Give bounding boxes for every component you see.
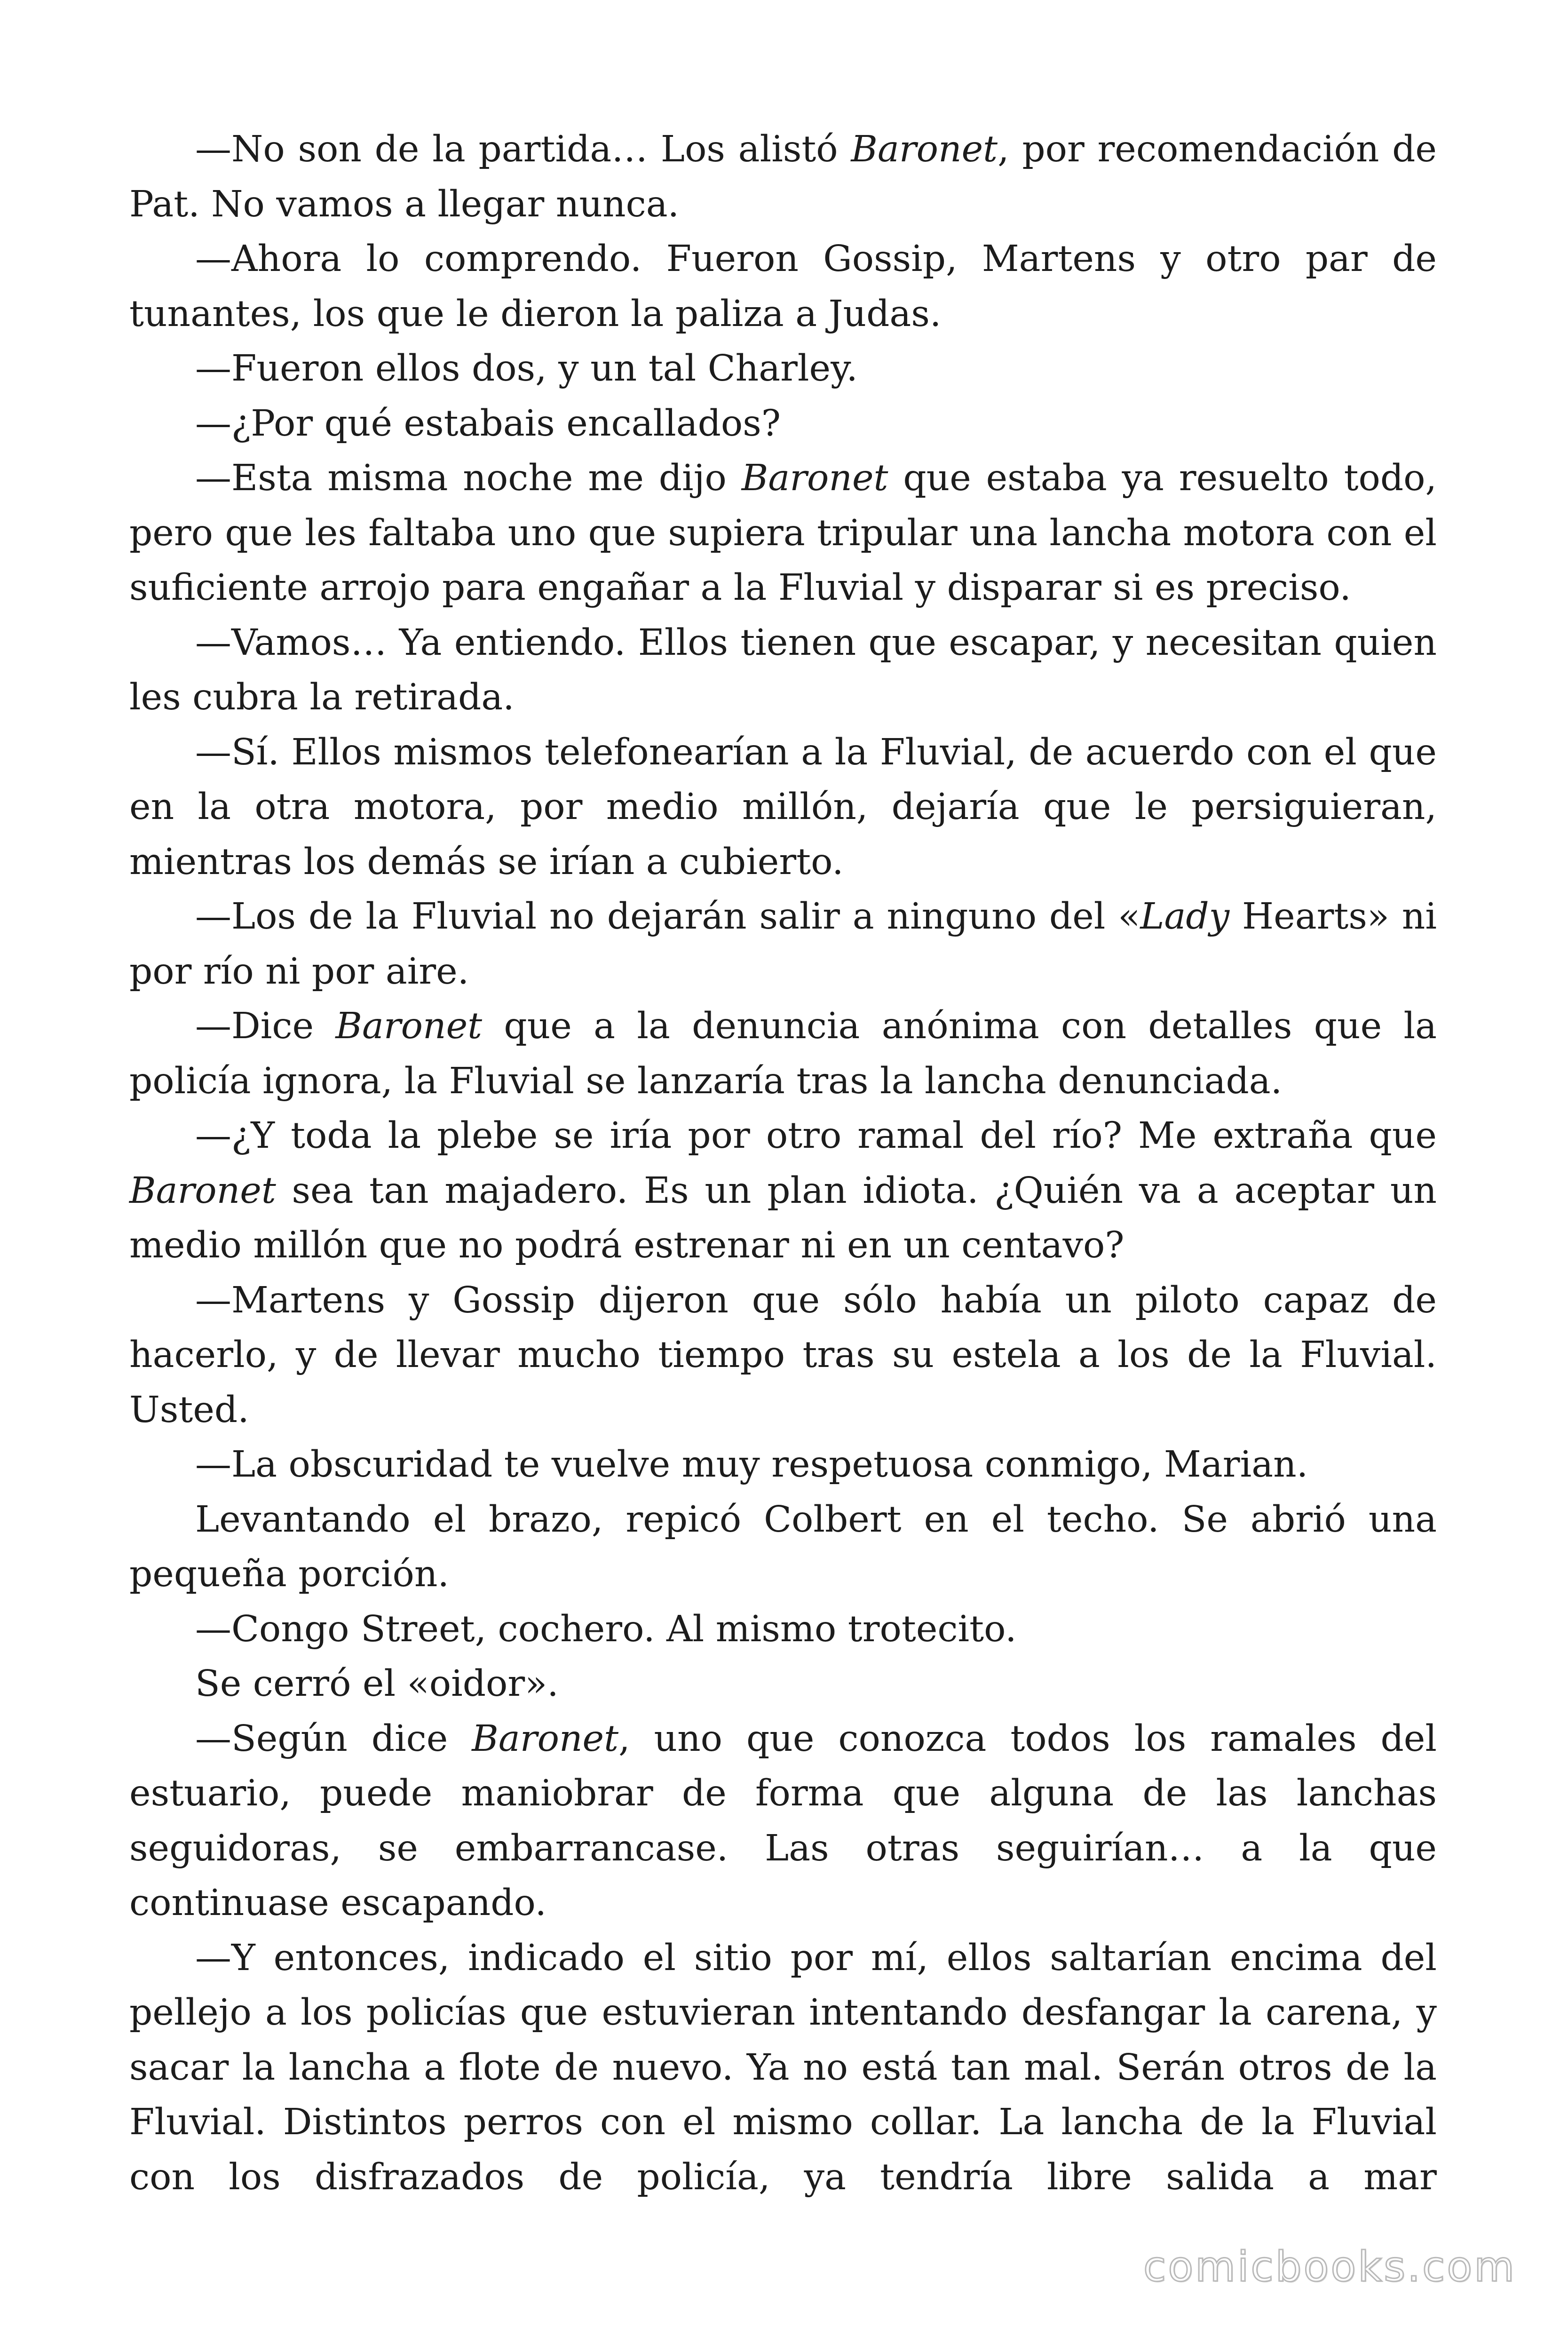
- paragraph-12: [129, 1438, 1437, 1493]
- paragraph-5: [129, 451, 1437, 616]
- paragraph-emphasis: Baronet: [851, 128, 998, 170]
- paragraph-text: —Dice: [195, 1005, 336, 1047]
- paragraph-text: —No son de la partida… Los alistó: [195, 128, 851, 170]
- paragraph-10: [129, 1109, 1437, 1273]
- paragraph-8: [129, 890, 1437, 999]
- paragraph-emphasis: Baronet: [741, 457, 888, 499]
- paragraph-11: [129, 1273, 1437, 1438]
- paragraph-text: —Vamos… Ya entiendo. Ellos tienen que escapar, y necesitan quien les cubra la retirada.: [129, 621, 1437, 718]
- paragraph-text-rest: , uno que conozca todos los ramales del estuario, puede maniobrar de forma que alguna de las lanchas seguidoras, se embarrancase. Las otras seguirían… a la que continuase escapando.: [129, 1717, 1437, 1924]
- paragraph-text-rest: que a la denuncia anónima con detalles que la policía ignora, la Fluvial se lanzaría tras la lancha denunciada.: [129, 1005, 1437, 1102]
- paragraph-3: [129, 342, 1437, 397]
- paragraph-text: —Según dice: [195, 1717, 472, 1760]
- paragraph-text: —Los de la Fluvial no dejarán salir a ninguno del «: [195, 896, 1140, 938]
- paragraph-text: Levantando el brazo, repicó Colbert en el techo. Se abrió una pequeña porción.: [129, 1498, 1437, 1595]
- paragraph-text: Se cerró el «oidor».: [195, 1663, 559, 1705]
- paragraph-emphasis: Baronet: [472, 1717, 619, 1760]
- paragraph-text-rest: Hearts» ni por río ni por aire.: [129, 896, 1437, 993]
- paragraph-text: —Y entonces, indicado el sitio por mí, ellos saltarían encima del pellejo a los policías que estuvieran intentando desfangar la carena, y sacar la lancha a flote de nuevo. Ya no está tan mal. Serán otros de la Fluvial. Distintos perros con el mismo collar. La lancha de la Fluvial con los disfrazados de policía, ya tendría libre salida a mar: [129, 1937, 1437, 2198]
- paragraph-text: —Ahora lo comprendo. Fueron Gossip, Martens y otro par de tunantes, los que le dieron la paliza a Judas.: [129, 238, 1437, 335]
- paragraph-2: [129, 232, 1437, 342]
- paragraph-text: —Martens y Gossip dijeron que sólo había un piloto capaz de hacerlo, y de llevar mucho tiempo tras su estela a los de la Fluvial. Usted.: [129, 1279, 1437, 1431]
- paragraph-emphasis: Baronet: [129, 1169, 276, 1212]
- paragraph-9: [129, 999, 1437, 1109]
- paragraph-text: —¿Por qué estabais encallados?: [195, 402, 781, 445]
- paragraph-15: [129, 1657, 1437, 1712]
- paragraph-text: —Fueron ellos dos, y un tal Charley.: [195, 348, 858, 389]
- paragraph-text: —La obscuridad te vuelve muy respetuosa conmigo, Marian.: [195, 1444, 1308, 1486]
- paragraph-emphasis: Baronet: [335, 1005, 483, 1047]
- paragraph-emphasis: Lady: [1140, 896, 1230, 938]
- paragraph-14: [129, 1602, 1437, 1657]
- paragraph-text: —Congo Street, cochero. Al mismo trotecito.: [195, 1608, 1017, 1650]
- paragraph-text-rest: sea tan majadero. Es un plan idiota. ¿Quién va a aceptar un medio millón que no podrá estrenar ni en un centavo?: [129, 1169, 1437, 1266]
- watermark: comicbooks.com: [1143, 2242, 1516, 2291]
- paragraph-text: —¿Y toda la plebe se iría por otro ramal del río? Me extraña que: [195, 1115, 1437, 1157]
- body-text: [129, 122, 1437, 2205]
- paragraph-7: [129, 725, 1437, 890]
- paragraph-17: [129, 1931, 1437, 2205]
- paragraph-6: [129, 616, 1437, 725]
- paragraph-text: —Sí. Ellos mismos telefonearían a la Fluvial, de acuerdo con el que en la otra motora, por medio millón, dejaría que le persiguieran, mientras los demás se irían a cubierto.: [129, 731, 1437, 883]
- paragraph-text: —Esta misma noche me dijo: [195, 457, 742, 499]
- paragraph-text-rest: , por recomendación de Pat. No vamos a llegar nunca.: [129, 128, 1437, 225]
- paragraph-4: [129, 397, 1437, 452]
- paragraph-1: [129, 122, 1437, 232]
- paragraph-text-rest: que estaba ya resuelto todo, pero que les faltaba uno que supiera tripular una lancha motora con el suficiente arrojo para engañar a la Fluvial y disparar si es preciso.: [129, 457, 1437, 609]
- paragraph-13: [129, 1493, 1437, 1602]
- paragraph-16: [129, 1712, 1437, 1931]
